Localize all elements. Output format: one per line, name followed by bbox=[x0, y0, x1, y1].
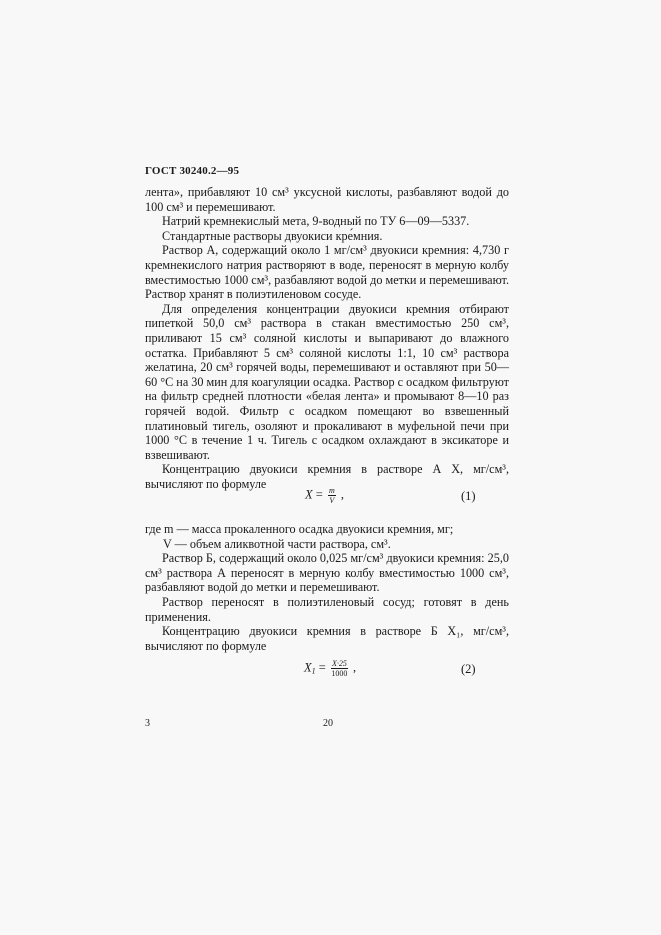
formula-fraction bbox=[331, 659, 348, 678]
paragraph: Раствор А, содержащий около 1 мг/см³ двуокиси кремния: 4,730 г кремнекислого натрия растворяют в воде, переносят в мерную колбу вместимостью 1000 см³, разбавляют водой до метки и перемешивают. Раствор хранят в полиэтиленовом сосуде. bbox=[145, 243, 509, 302]
paragraph: Раствор Б, содержащий около 0,025 мг/см³ двуокиси кремния: 25,0 см³ раствора А переносят в мерную колбу вместимостью 1000 см³, разбавляют водой до метки и перемешивают. bbox=[145, 551, 509, 595]
formula-lhs: X bbox=[304, 660, 312, 675]
paragraph: V — объем аликвотной части раствора, см³. bbox=[163, 536, 391, 551]
paragraph: Концентрацию двуокиси кремния в растворе А X, мг/см³, вычисляют по формуле bbox=[145, 462, 509, 491]
formula-equals: = bbox=[315, 487, 323, 502]
fraction-denominator: 1000 bbox=[331, 669, 348, 678]
formula-equals: = bbox=[318, 660, 326, 675]
paragraph: Концентрацию двуокиси кремния в растворе Б X₁, мг/см³, вычисляют по формуле bbox=[145, 624, 509, 653]
paragraph: лента», прибавляют 10 см³ уксусной кислоты, разбавляют водой до 100 см³ и перемешивают. bbox=[145, 185, 509, 214]
formula-tail: , bbox=[352, 660, 357, 675]
paragraph: Натрий кремнекислый мета, 9-водный по ТУ 6—09—5337. bbox=[162, 214, 470, 229]
fraction-denominator: V bbox=[329, 496, 335, 505]
paragraph: где m — масса прокаленного осадка двуокиси кремния, мг; bbox=[145, 522, 454, 536]
fraction-numerator: m bbox=[328, 486, 335, 495]
formula-subscript: 1 bbox=[311, 666, 316, 676]
document-code-header: ГОСТ 30240.2—95 bbox=[145, 165, 240, 177]
paragraph: Стандартные растворы двуокиси кре́мния. bbox=[162, 228, 383, 243]
paragraph: Раствор переносят в полиэтиленовый сосуд; готовят в день применения. bbox=[145, 594, 509, 624]
equation-number-2: (2) bbox=[461, 662, 476, 676]
equation-number-1: (1) bbox=[461, 489, 476, 503]
formula-lhs: X bbox=[305, 487, 313, 502]
paragraph: Для определения концентрации двуокиси кремния отбирают пипеткой 50,0 см³ раствора в стакан вместимостью 250 см³, приливают 15 см³ соляной кислоты и выпаривают до влажного остатка. Прибавляют 5 см³ соляной кислоты 1:1, 10 см³ раствора желатина, 20 см³ горячей воды, перемешивают и оставляют при 50—60 °С на 30 мин для коагуляции осадка. Раствор с осадком фильтруют на фильтр средней плотности «белая лента» и промывают 8—10 раз горячей водой. Фильтр с осадком помещают во взвешенный платиновый тигель, озоляют и прокаливают в муфельной печи при 1000 °С в течение 1 ч. Тигель с осадком охлаждают в эксикаторе и взвешивают. bbox=[145, 301, 509, 462]
page-number: 20 bbox=[323, 718, 333, 729]
fraction-numerator: X·25 bbox=[331, 659, 347, 668]
formula-tail: , bbox=[340, 487, 344, 502]
formula-fraction bbox=[328, 486, 336, 505]
footer-left-mark: 3 bbox=[145, 718, 150, 729]
body-text-bottom bbox=[145, 522, 509, 653]
formula-2 bbox=[304, 659, 356, 678]
formula-1 bbox=[305, 486, 344, 505]
body-text-top bbox=[145, 185, 509, 491]
